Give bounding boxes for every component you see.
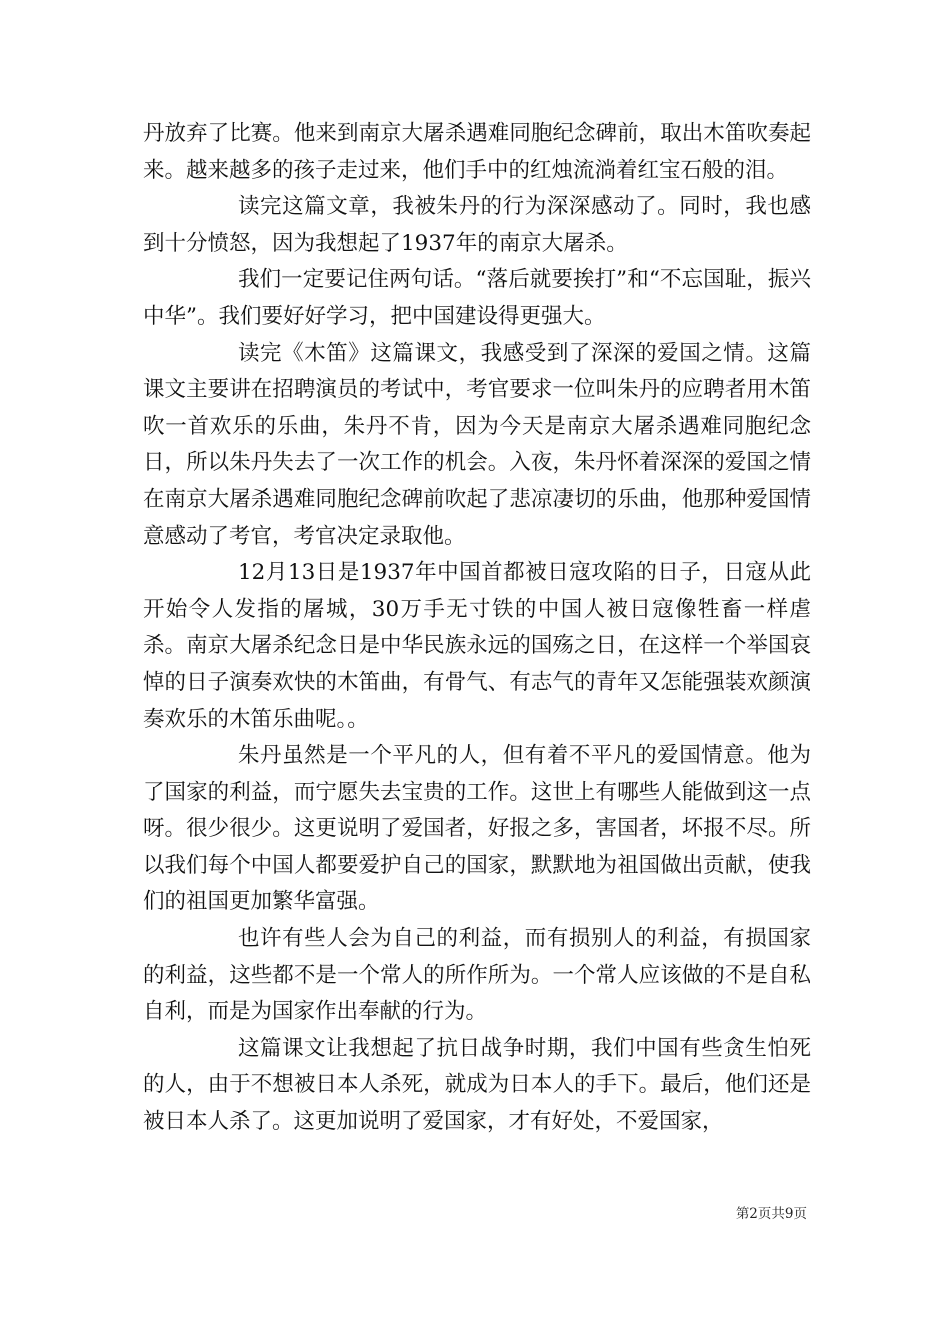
paragraph: 这篇课文让我想起了抗日战争时期，我们中国有些贪生怕死的人，由于不想被日本人杀死，就成为日本人的手下。最后，他们还是被日本人杀了。这更加说明了爱国家，才有好处，不爱国家，	[143, 1035, 811, 1135]
paragraph: 丹放弃了比赛。他来到南京大屠杀遇难同胞纪念碑前，取出木笛吹奏起来。越来越多的孩子走过来，他们手中的红烛流淌着红宝石般的泪。	[143, 121, 811, 183]
paragraph: 12月13日是1937年中国首都被日寇攻陷的日子，日寇从此开始令人发指的屠城，30万手无寸铁的中国人被日寇像牲畜一样虐杀。南京大屠杀纪念日是中华民族永远的国殇之日，在这样一个举国哀悼的日子演奏欢快的木笛曲，有骨气、有志气的青年又怎能强装欢颜演奏欢乐的木笛乐曲呢。。	[143, 560, 811, 732]
paragraph: 读完这篇文章，我被朱丹的行为深深感动了。同时，我也感到十分愤怒，因为我想起了1937年的南京大屠杀。	[143, 194, 811, 256]
paragraph: 也许有些人会为自己的利益，而有损别人的利益，有损国家的利益，这些都不是一个常人的所作所为。一个常人应该做的不是自私自利，而是为国家作出奉献的行为。	[143, 926, 811, 1025]
paragraph: 我们一定要记住两句话。“落后就要挨打”和“不忘国耻，振兴中华”。我们要好好学习，把中国建设得更强大。	[143, 267, 811, 329]
paragraph: 朱丹虽然是一个平凡的人，但有着不平凡的爱国情意。他为了国家的利益，而宁愿失去宝贵的工作。这世上有哪些人能做到这一点呀。很少很少。这更说明了爱国者，好报之多，害国者，坏报不尽。所以我们每个中国人都要爱护自己的国家，默默地为祖国做出贡献，使我们的祖国更加繁华富强。	[143, 743, 811, 915]
paragraph: 读完《木笛》这篇课文，我感受到了深深的爱国之情。这篇课文主要讲在招聘演员的考试中，考官要求一位叫朱丹的应聘者用木笛吹一首欢乐的乐曲，朱丹不肯，因为今天是南京大屠杀遇难同胞纪念日，所以朱丹失去了一次工作的机会。入夜，朱丹怀着深深的爱国之情在南京大屠杀遇难同胞纪念碑前吹起了悲凉凄切的乐曲，他那种爱国情意感动了考官，考官决定录取他。	[143, 340, 811, 549]
document-body	[143, 116, 811, 1141]
page-number: 第2页共9页	[735, 1206, 807, 1222]
